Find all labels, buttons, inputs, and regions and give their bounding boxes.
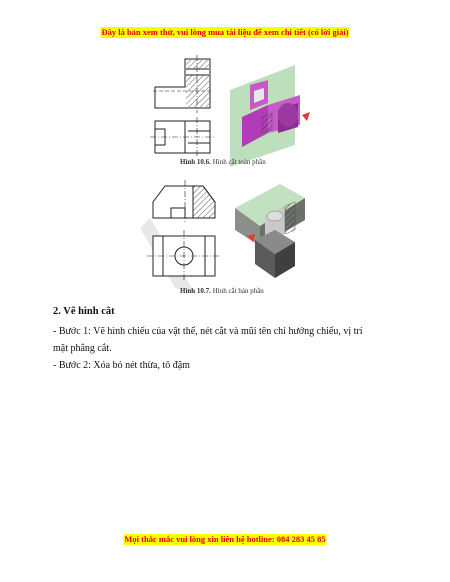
figure-full-section <box>150 55 320 170</box>
step1-line2: mặt phẳng cắt. <box>53 343 112 354</box>
figure2-caption <box>180 287 264 295</box>
figure1-caption <box>180 158 266 166</box>
hotline-banner: Mọi thắc mắc vui lòng xin liên hệ hotline: 084 283 45 85 <box>124 534 326 544</box>
figure-half-section <box>135 178 315 293</box>
section-heading: 2. Vẽ hình cắt <box>53 306 115 317</box>
figure1-text: Hình cắt toàn phần <box>212 158 266 166</box>
figure1-label: Hình 10.6. <box>180 158 211 166</box>
isometric-part-illustration <box>235 184 305 278</box>
front-view-drawing <box>153 55 212 113</box>
top-view-drawing <box>150 117 216 157</box>
step1-line1: - Bước 1: Vẽ hình chiếu của vật thể, nét cắt và mũi tên chỉ hướng chiếu, vị trí <box>53 326 363 337</box>
preview-banner: Đây là bản xem thử, vui lòng mua tài liệu để xem chi tiết (có lời giải) <box>101 27 349 37</box>
figure2-text: Hình cắt bán phần <box>212 287 264 295</box>
figure2-label: Hình 10.7. <box>180 287 211 295</box>
front-view-drawing <box>153 180 215 224</box>
isometric-part-illustration <box>230 65 310 167</box>
step2-line: - Bước 2: Xóa bỏ nét thừa, tô đậm <box>53 360 190 371</box>
top-view-drawing <box>147 230 221 282</box>
